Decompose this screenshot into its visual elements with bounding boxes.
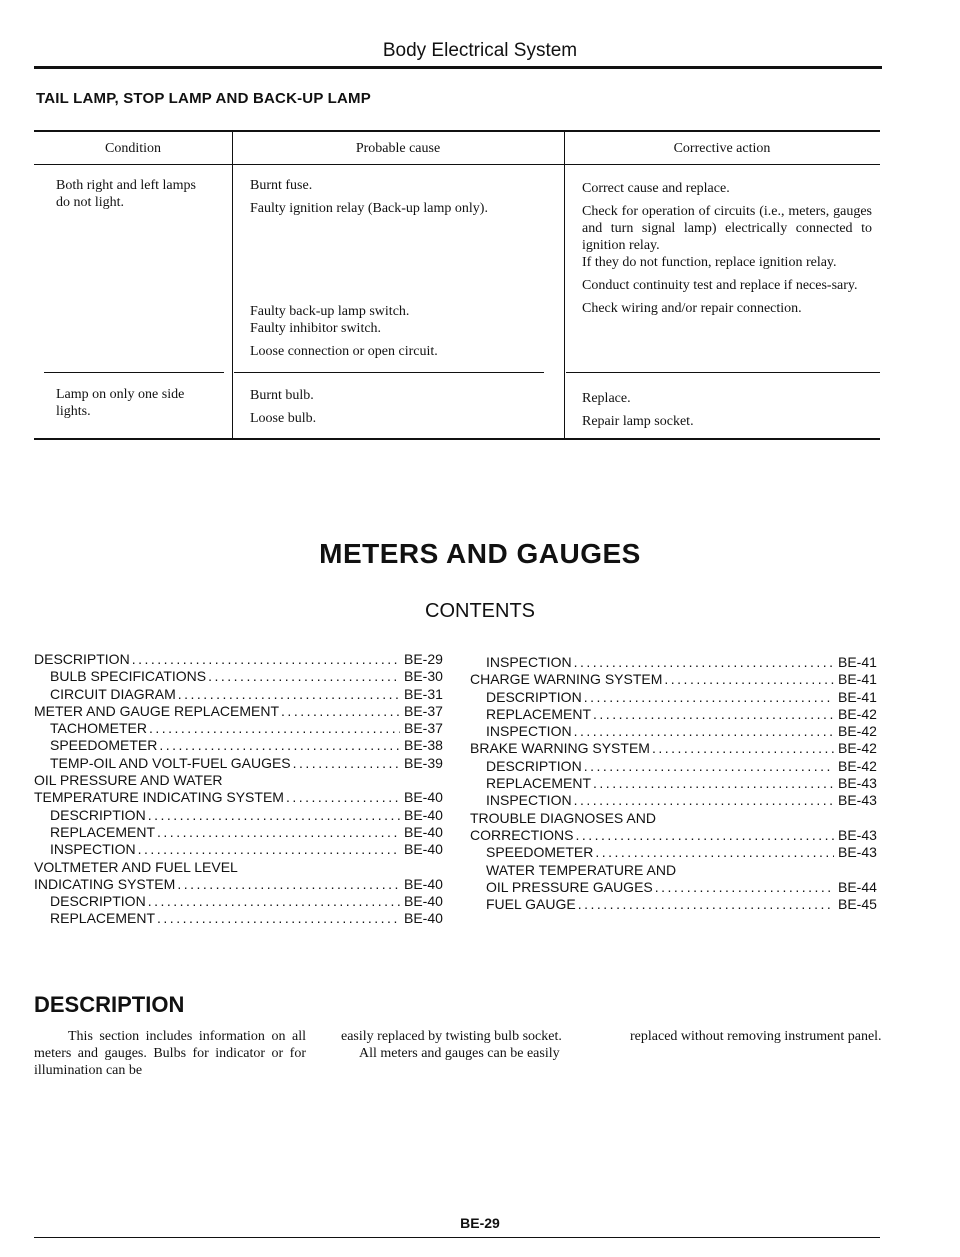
toc-entry [34,789,446,806]
toc-entry-page: BE-40 [404,910,443,927]
toc-leader-dots [284,789,400,806]
toc-entry [470,758,880,775]
toc-entry [34,841,446,858]
toc-entry-label: TEMP-OIL AND VOLT-FUEL GAUGES [50,754,291,771]
toc-entry-page: BE-42 [838,740,877,757]
table-row-rule [234,372,544,373]
action-text: Check for operation of circuits (i.e., meters, gauges and turn signal lamp) electrically connected to ignition relay. [582,204,872,253]
toc-entry-page: BE-43 [838,844,877,861]
toc-leader-dots [136,841,400,858]
cause-text: Faulty inhibitor switch. [250,321,382,336]
toc-leader-dots [662,671,834,688]
table-column-divider [564,132,565,438]
toc-leader-dots [576,896,834,913]
row2-actions [582,390,872,436]
toc-entry-label: CIRCUIT DIAGRAM [50,685,176,702]
toc-entry-label: METER AND GAUGE REPLACEMENT [34,702,280,719]
toc-leader-dots [582,758,834,775]
cause-text: Faulty back-up lamp switch. [250,304,410,319]
toc-entry-page: BE-43 [838,775,877,792]
header-rule [34,66,882,69]
action-text: Check wiring and/or repair connection. [582,301,802,316]
toc-entry [470,706,880,723]
toc-entry-label: INSPECTION [50,841,136,858]
toc-leader-dots [593,844,834,861]
toc-entry [470,740,880,757]
toc-entry-label: DESCRIPTION [50,893,146,910]
toc-entry-page: BE-43 [838,826,877,843]
toc-entry-page: BE-38 [404,737,443,754]
action-text: Correct cause and replace. [582,181,730,196]
table-bottom-rule [34,438,880,440]
toc-entry-label: TROUBLE DIAGNOSES AND [470,809,656,826]
table-row-rule [44,372,224,373]
toc-entry [470,896,880,913]
toc-entry [470,827,880,844]
header-probable-cause: Probable cause [355,141,441,156]
toc-entry [34,720,446,737]
action-text: Conduct continuity test and replace if neces-sary. [582,278,858,293]
toc-entry-label: CORRECTIONS [470,826,574,843]
toc-leader-dots [130,651,400,668]
toc-entry-page: BE-40 [404,806,443,823]
toc-entry-page: BE-40 [404,875,443,892]
toc-entry [34,737,446,754]
toc-entry-label: DESCRIPTION [486,688,582,705]
toc-leader-dots [206,668,400,685]
toc-entry-page: BE-41 [838,654,877,670]
troubleshooting-table [34,130,880,440]
row1-condition: Both right and left lamps do not light. [56,178,196,210]
description-column-3 [630,1028,882,1045]
toc-entry-label: INSPECTION [486,654,572,670]
section-title: TAIL LAMP, STOP LAMP AND BACK-UP LAMP [36,90,371,107]
toc-left-column [34,651,446,928]
toc-leader-dots [146,807,400,824]
toc-leader-dots [291,755,400,772]
row1-actions [582,180,872,323]
toc-leader-dots [591,706,834,723]
row2-condition: Lamp on only one side lights. [56,387,185,419]
toc-entry-label: INSPECTION [486,792,572,809]
description-column-2 [341,1028,593,1062]
toc-entry-page: BE-40 [404,789,443,806]
toc-entry-page: BE-43 [838,792,877,809]
toc-entry-label: OIL PRESSURE GAUGES [486,878,653,895]
toc-entry-label: FUEL GAUGE [486,896,576,913]
toc-entry-page: BE-42 [838,757,877,774]
toc-entry-page: BE-41 [838,688,877,705]
toc-entry [34,876,446,893]
toc-entry-label: VOLTMETER AND FUEL LEVEL [34,858,238,875]
toc-entry-label: WATER TEMPERATURE AND [486,861,677,878]
toc-leader-dots [650,740,834,757]
toc-entry [470,792,880,809]
toc-entry [34,859,446,876]
toc-leader-dots [147,720,400,737]
toc-entry [34,668,446,685]
toc-right-column [470,654,880,913]
toc-leader-dots [176,686,400,703]
toc-entry [470,810,880,827]
footer-rule [34,1237,880,1238]
row1-causes [250,177,550,366]
cause-text: Loose bulb. [250,411,317,426]
toc-entry-label: DESCRIPTION [34,651,130,667]
page-header: Body Electrical System [382,40,578,61]
toc-entry-label: DESCRIPTION [50,806,146,823]
toc-leader-dots [155,824,400,841]
toc-entry [34,703,446,720]
header-corrective-action: Corrective action [673,141,771,156]
toc-entry [470,775,880,792]
description-column-1 [34,1028,306,1079]
toc-entry [470,844,880,861]
toc-entry-page: BE-45 [838,896,877,913]
toc-entry-label: SPEEDOMETER [486,844,594,861]
toc-entry [470,862,880,879]
toc-entry-label: INDICATING SYSTEM [34,875,176,892]
toc-entry-page: BE-42 [838,723,877,740]
toc-entry [470,723,880,740]
toc-entry [34,910,446,927]
toc-leader-dots [572,723,834,740]
toc-leader-dots [175,876,400,893]
description-text: replaced without removing instrument panel. [630,1029,882,1044]
toc-leader-dots [146,893,400,910]
toc-entry-page: BE-31 [404,685,443,702]
description-title: DESCRIPTION [34,992,185,1017]
toc-entry-page: BE-37 [404,702,443,719]
cause-text: Burnt bulb. [250,388,314,403]
toc-leader-dots [572,792,834,809]
toc-entry-label: DESCRIPTION [486,757,582,774]
toc-entry-page: BE-40 [404,893,443,910]
cause-text: Faulty ignition relay (Back-up lamp only). [250,201,488,216]
toc-entry-label: OIL PRESSURE AND WATER [34,772,223,789]
toc-entry [34,893,446,910]
header-condition: Condition [104,141,161,156]
toc-entry-page: BE-39 [404,754,443,771]
toc-leader-dots [582,689,834,706]
toc-leader-dots [157,737,400,754]
table-header-rule [34,164,880,165]
toc-entry [34,686,446,703]
toc-entry-label: TACHOMETER [50,720,147,737]
action-text: Repair lamp socket. [582,414,694,429]
toc-entry [470,689,880,706]
toc-entry-label: BULB SPECIFICATIONS [50,668,207,685]
toc-leader-dots [572,654,834,671]
toc-entry-page: BE-29 [404,651,443,667]
toc-entry-label: TEMPERATURE INDICATING SYSTEM [34,789,284,806]
meters-and-gauges-title: METERS AND GAUGES [319,538,641,569]
toc-entry-page: BE-40 [404,841,443,858]
toc-entry-page: BE-40 [404,823,443,840]
toc-entry [34,651,446,668]
toc-leader-dots [279,703,400,720]
table-top-rule [34,130,880,132]
row2-causes [250,387,550,433]
toc-entry-label: REPLACEMENT [486,705,592,722]
table-column-divider [232,132,233,438]
toc-entry-label: SPEEDOMETER [50,737,158,754]
toc-entry [470,879,880,896]
action-text: If they do not function, replace ignition relay. [582,255,837,270]
description-text: This section includes information on all meters and gauges. Bulbs for indicator or for illumination can be [34,1029,306,1078]
toc-entry [34,807,446,824]
cause-text: Loose connection or open circuit. [250,344,438,359]
cause-text: Burnt fuse. [250,178,313,193]
toc-leader-dots [653,879,834,896]
toc-entry-label: REPLACEMENT [50,823,156,840]
toc-entry-label: INSPECTION [486,723,572,740]
toc-entry-label: CHARGE WARNING SYSTEM [470,671,663,688]
toc-entry [470,671,880,688]
action-text: Replace. [582,391,631,406]
contents-title: CONTENTS [425,600,535,622]
toc-entry-page: BE-30 [404,668,443,685]
toc-entry-label: REPLACEMENT [50,910,156,927]
toc-leader-dots [573,827,834,844]
toc-leader-dots [155,910,400,927]
toc-entry [34,772,446,789]
description-text: All meters and gauges can be easily [359,1046,560,1061]
toc-entry-page: BE-37 [404,720,443,737]
toc-entry [34,824,446,841]
toc-entry-page: BE-41 [838,671,877,688]
toc-entry [34,755,446,772]
toc-entry-label: REPLACEMENT [486,775,592,792]
toc-leader-dots [591,775,834,792]
page-number: BE-29 [460,1215,500,1231]
toc-entry-label: BRAKE WARNING SYSTEM [470,740,650,757]
description-text: easily replaced by twisting bulb socket. [341,1029,562,1044]
table-row-rule [566,372,880,373]
toc-entry-page: BE-44 [838,878,877,895]
toc-entry-page: BE-42 [838,705,877,722]
toc-entry [470,654,880,671]
